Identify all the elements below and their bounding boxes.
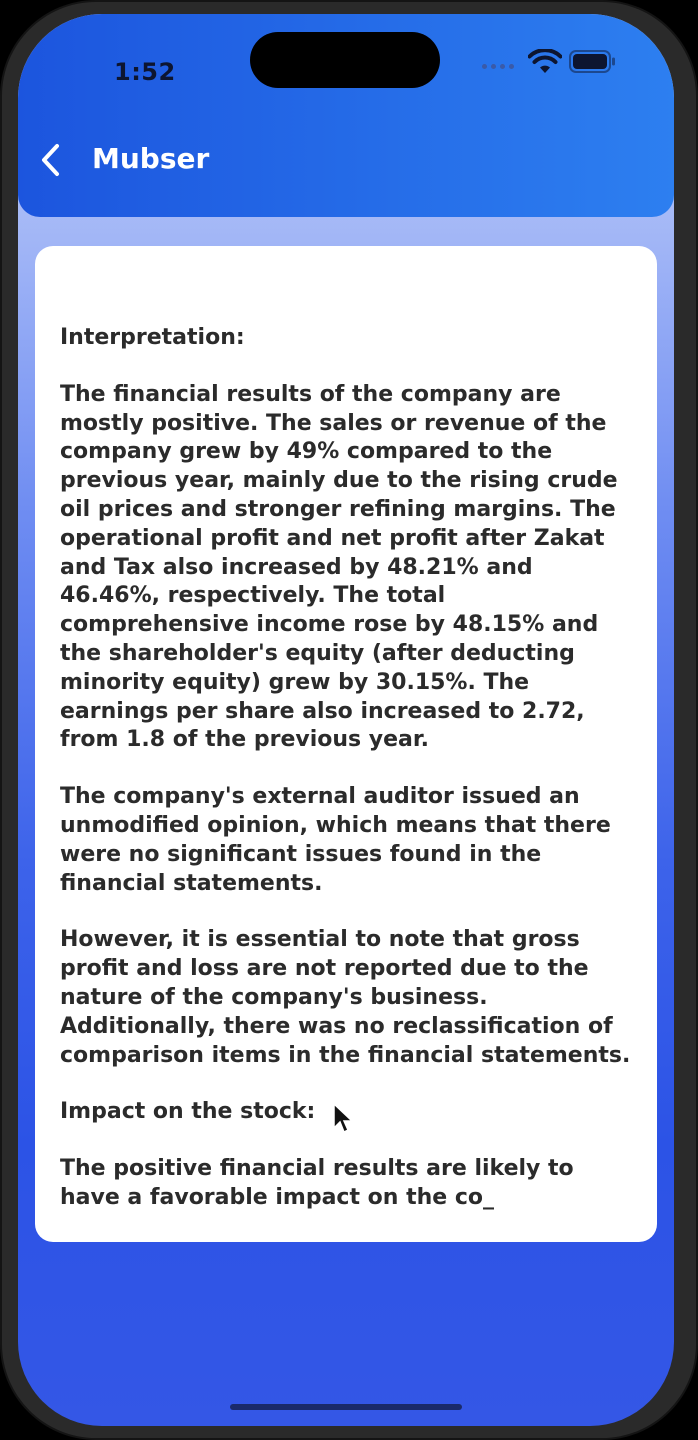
- battery-icon: [569, 50, 617, 74]
- signal-dots-icon: [482, 64, 514, 69]
- response-card: [35, 246, 657, 1242]
- paragraph-gross-profit-note: However, it is essential to note that gross profit and loss are not reported due to the nature of the company's business. Additionally, there was no reclassification of comparison items in the financial statements.: [60, 927, 631, 1068]
- app-screen: [18, 14, 674, 1426]
- page-title: Mubser: [92, 142, 210, 175]
- mouse-pointer-icon: [332, 1102, 354, 1136]
- paragraph-auditor-opinion: The company's external auditor issued an unmodified opinion, which means that there were no significant issues found in the financial statements.: [60, 784, 619, 896]
- paragraph-financial-results: The financial results of the company are mostly positive. The sales or revenue of the company grew by 49% compared to the previous year, mainly due to the rising crude oil prices and stronger refining margins. The operational profit and net profit after Zakat and Tax also increased by 48.21% and 46.46%, respectively. The total comprehensive income rose by 48.15% and the shareholder's equity (after deducting minority equity) grew by 30.15%. The earnings per share also increased to 2.72, from 1.8 of the previous year.: [60, 381, 626, 753]
- app-header: [18, 14, 674, 217]
- status-time: 1:52: [114, 58, 176, 86]
- wifi-icon: [528, 49, 562, 75]
- dynamic-island: [250, 32, 440, 88]
- section-heading-interpretation: Interpretation:: [60, 325, 245, 350]
- back-button[interactable]: [32, 140, 68, 180]
- paragraph-stock-impact: The positive financial results are likely to have a favorable impact on the co_: [60, 1156, 582, 1210]
- home-indicator[interactable]: [230, 1404, 462, 1410]
- section-heading-impact: Impact on the stock:: [60, 1099, 316, 1125]
- chevron-left-icon: [39, 143, 61, 177]
